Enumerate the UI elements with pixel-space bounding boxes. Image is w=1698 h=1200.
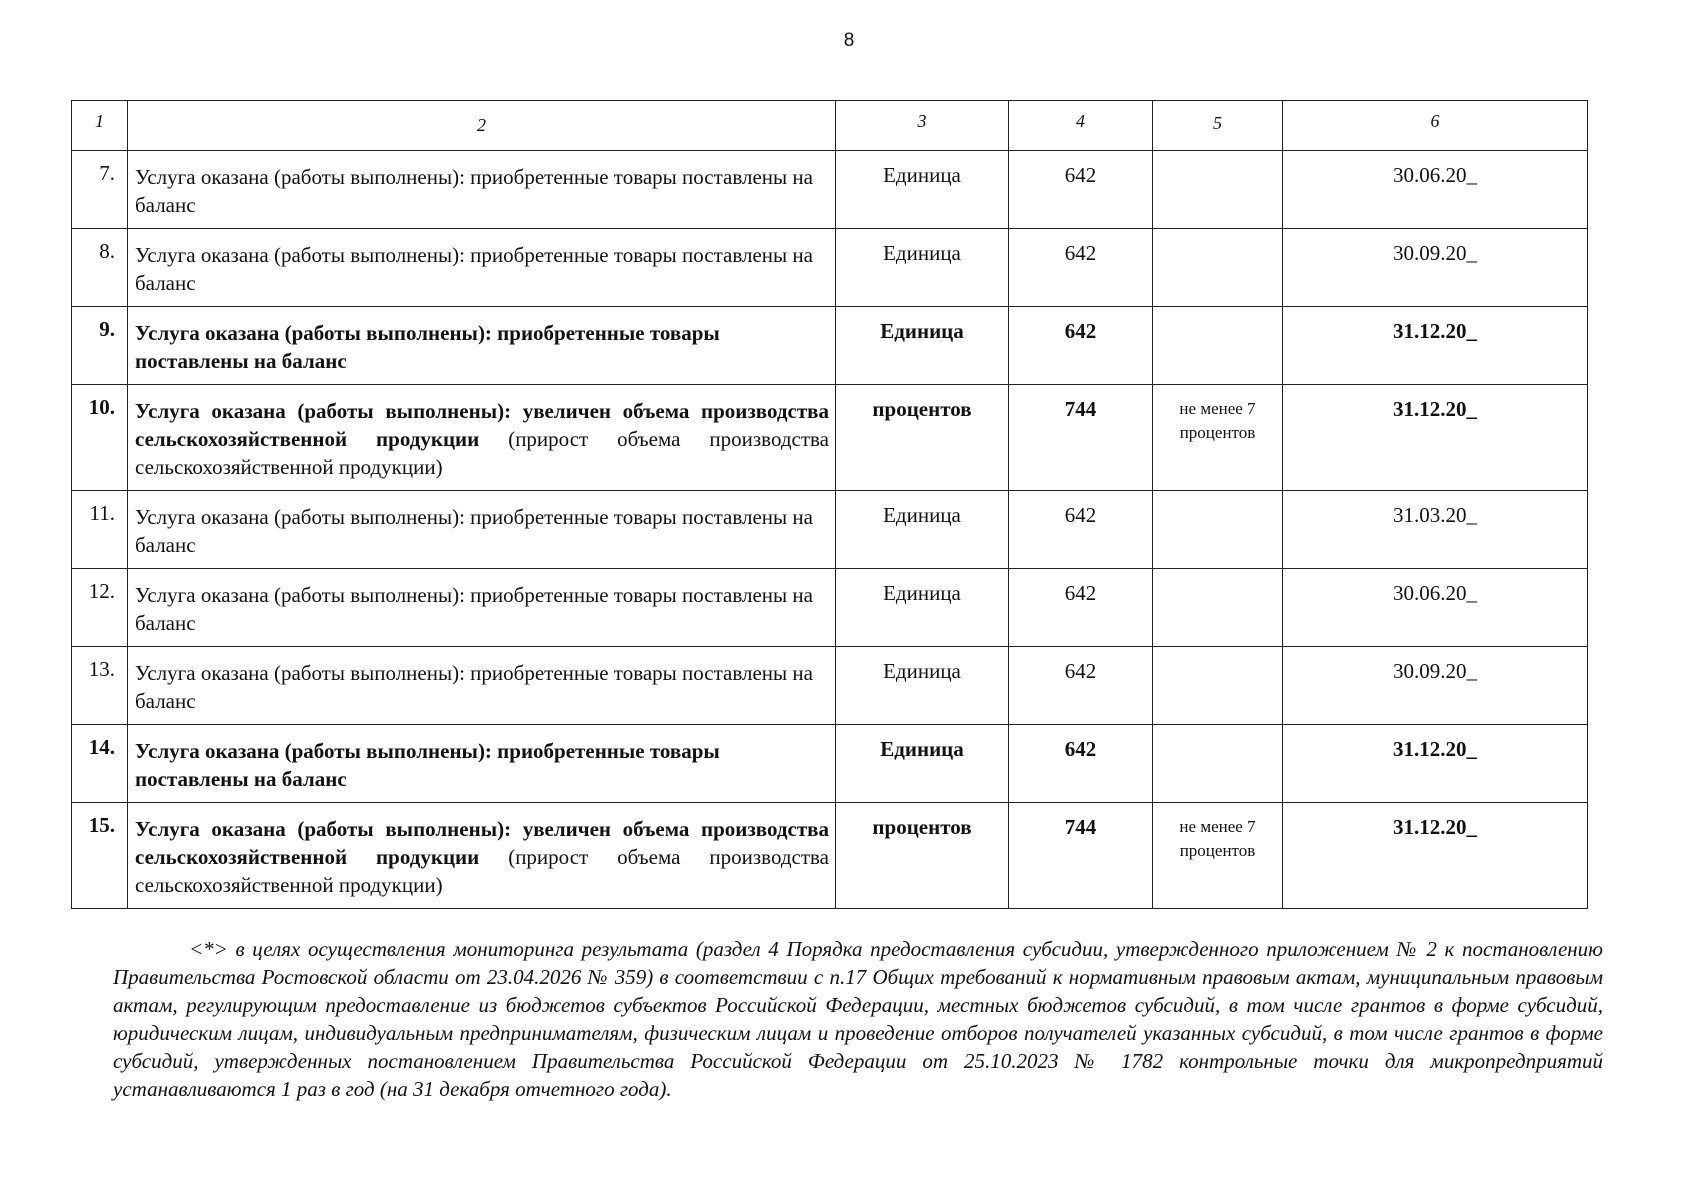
table-row <box>72 647 1588 725</box>
row-value <box>1153 307 1283 385</box>
row-unit: Единица <box>836 307 1009 385</box>
row-number: 8. <box>72 229 128 307</box>
column-header: 2 <box>128 101 836 151</box>
column-header: 6 <box>1283 101 1588 151</box>
row-number: 12. <box>72 569 128 647</box>
column-header: 3 <box>836 101 1009 151</box>
row-code: 642 <box>1009 229 1153 307</box>
row-description: Услуга оказана (работы выполнены): приобретенные товары поставлены на баланс <box>128 151 836 229</box>
row-value <box>1153 491 1283 569</box>
column-header: 5 <box>1153 101 1283 151</box>
row-date: 30.09.20_ <box>1283 647 1588 725</box>
row-value <box>1153 569 1283 647</box>
row-code: 744 <box>1009 803 1153 909</box>
table-row <box>72 569 1588 647</box>
row-value <box>1153 725 1283 803</box>
row-description: Услуга оказана (работы выполнены): приобретенные товары поставлены на баланс <box>128 491 836 569</box>
row-description <box>128 803 836 909</box>
row-description-strong: Услуга оказана (работы выполнены): увеличен объема производства сельскохозяйственной продукции <box>135 399 829 451</box>
table-row <box>72 151 1588 229</box>
row-date: 30.06.20_ <box>1283 151 1588 229</box>
results-table <box>71 100 1588 909</box>
row-description: Услуга оказана (работы выполнены): приобретенные товары поставлены на баланс <box>128 229 836 307</box>
row-date: 30.06.20_ <box>1283 569 1588 647</box>
row-unit: Единица <box>836 569 1009 647</box>
row-code: 744 <box>1009 385 1153 491</box>
row-value <box>1153 647 1283 725</box>
row-date: 31.12.20_ <box>1283 307 1588 385</box>
row-date: 31.03.20_ <box>1283 491 1588 569</box>
row-number: 11. <box>72 491 128 569</box>
row-number: 14. <box>72 725 128 803</box>
row-value: не менее 7 процентов <box>1153 803 1283 909</box>
row-description: Услуга оказана (работы выполнены): приобретенные товары поставлены на баланс <box>128 647 836 725</box>
column-header: 1 <box>72 101 128 151</box>
row-code: 642 <box>1009 151 1153 229</box>
row-unit: Единица <box>836 647 1009 725</box>
row-code: 642 <box>1009 647 1153 725</box>
row-number: 15. <box>72 803 128 909</box>
footnote: <*> в целях осуществления мониторинга результата (раздел 4 Порядка предоставления субсидии, утвержденного приложением № 2 к постановлению Правительства Ростовской области от 23.04.2026 № 359) в соответствии с п.17 Общих требований к нормативным правовым актам, муниципальным правовым актам, регулирующим предоставление из бюджетов субъектов Российской Федерации, местных бюджетов субсидий, в том числе грантов в форме субсидий, юридическим лицам, индивидуальным предпринимателям, физическим лицам и проведение отборов получателей указанных субсидий, в том числе грантов в форме субсидий, утвержденных постановлением Правительства Российской Федерации от 25.10.2023 № 1782 контрольные точки для микропредприятий устанавливаются 1 раз в год (на 31 декабря отчетного года). <box>113 937 1603 1101</box>
row-code: 642 <box>1009 569 1153 647</box>
row-date: 31.12.20_ <box>1283 725 1588 803</box>
table-row <box>72 229 1588 307</box>
row-date: 30.09.20_ <box>1283 229 1588 307</box>
row-value <box>1153 151 1283 229</box>
row-unit: Единица <box>836 491 1009 569</box>
row-number: 7. <box>72 151 128 229</box>
table-row <box>72 803 1588 909</box>
row-unit: Единица <box>836 151 1009 229</box>
row-description: Услуга оказана (работы выполнены): приобретенные товары поставлены на баланс <box>128 569 836 647</box>
table-row <box>72 385 1588 491</box>
table-header-row <box>72 101 1588 151</box>
row-number: 9. <box>72 307 128 385</box>
row-description-strong: Услуга оказана (работы выполнены): увеличен объема производства сельскохозяйственной продукции <box>135 817 829 869</box>
column-header: 4 <box>1009 101 1153 151</box>
row-unit: Единица <box>836 725 1009 803</box>
table-row <box>72 491 1588 569</box>
row-unit: процентов <box>836 385 1009 491</box>
row-unit: процентов <box>836 803 1009 909</box>
row-unit: Единица <box>836 229 1009 307</box>
table-row <box>72 307 1588 385</box>
row-code: 642 <box>1009 307 1153 385</box>
row-date: 31.12.20_ <box>1283 803 1588 909</box>
row-code: 642 <box>1009 491 1153 569</box>
row-description-note: (прирост объема производства сельскохозяйственной продукции) <box>135 845 829 897</box>
row-date: 31.12.20_ <box>1283 385 1588 491</box>
row-number: 13. <box>72 647 128 725</box>
table-row <box>72 725 1588 803</box>
row-value: не менее 7 процентов <box>1153 385 1283 491</box>
row-description <box>128 385 836 491</box>
row-code: 642 <box>1009 725 1153 803</box>
page-number: 8 <box>843 30 855 51</box>
row-value <box>1153 229 1283 307</box>
row-description-note: (прирост объема производства сельскохозяйственной продукции) <box>135 427 829 479</box>
row-description: Услуга оказана (работы выполнены): приобретенные товары поставлены на баланс <box>128 725 836 803</box>
row-number: 10. <box>72 385 128 491</box>
row-description: Услуга оказана (работы выполнены): приобретенные товары поставлены на баланс <box>128 307 836 385</box>
